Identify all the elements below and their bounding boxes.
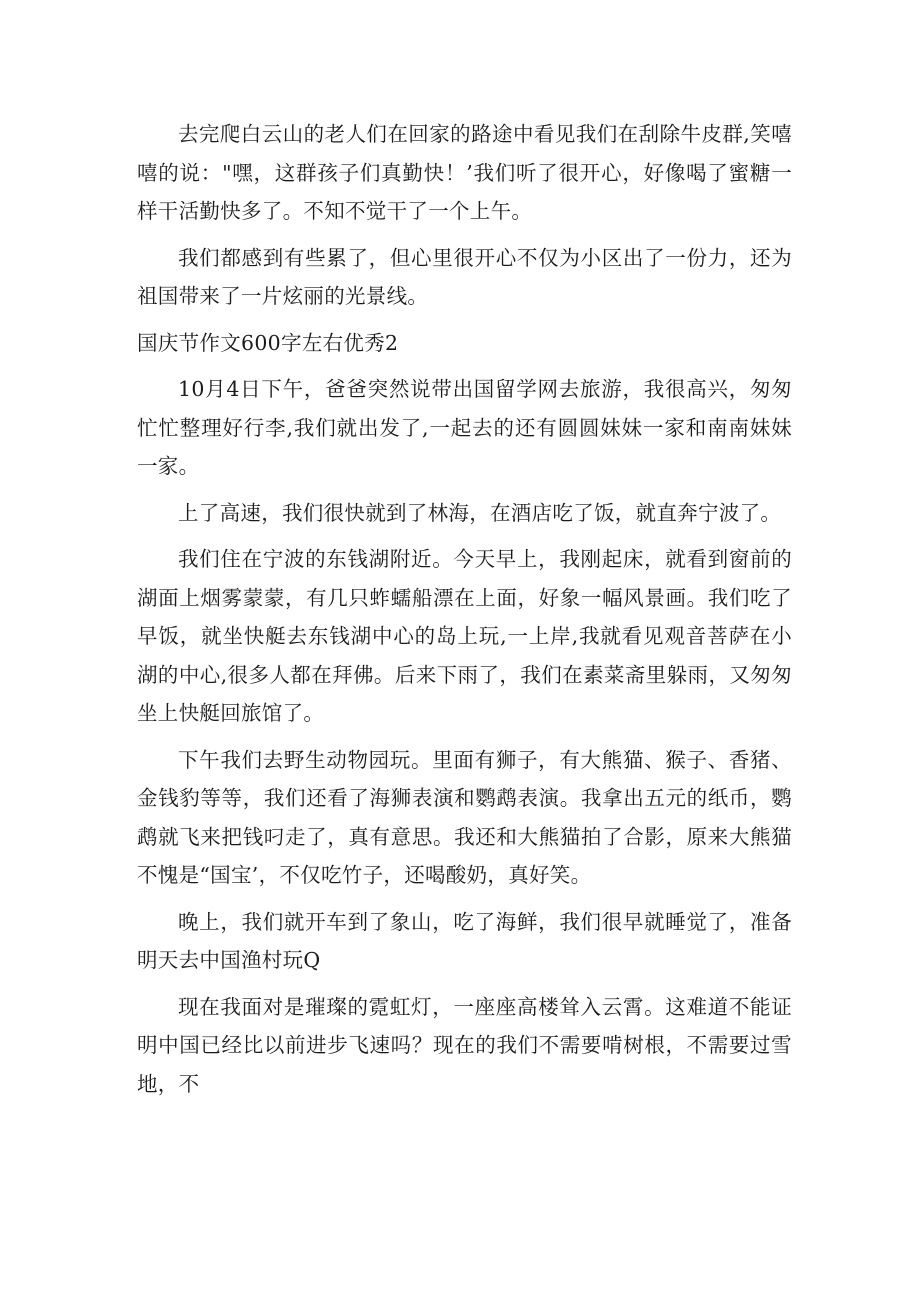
paragraph-3: 10月4日下午，爸爸突然说带出国留学网去旅游，我很高兴，匆匆忙忙整理好行李,我们就出发了,一起去的还有圆圆妹妹一家和南南妹妹一家。 — [137, 377, 792, 478]
paragraph-4: 上了高速，我们很快就到了林海，在酒店吃了饭，就直奔宁波了。 — [178, 500, 782, 525]
paragraph-7: 晚上，我们就开车到了象山，吃了海鲜，我们很早就睡觉了，准备明天去中国渔村玩Q — [137, 909, 792, 972]
paragraph-5: 我们住在宁波的东钱湖附近。今天早上，我刚起床，就看到窗前的湖面上烟雾蒙蒙，有几只蚱蠕船漂在上面，好象一幅风景画。我们吃了早饭，就坐快艇去东钱湖中心的岛上玩,一上岸,我就看见观音菩萨在小湖的中心,很多人都在拜佛。后来下雨了，我们在素菜斋里躲雨，又匆匆坐上快艇回旅馆了。 — [137, 547, 792, 725]
document-page — [137, 115, 792, 1103]
paragraph-6: 下午我们去野生动物园玩。里面有狮子，有大熊猫、猴子、香猪、金钱豹等等，我们还看了海狮表演和鹦鹉表演。我拿出五元的纸币，鹦鹉就飞来把钱叼走了，真有意思。我还和大熊猫拍了合影，原来大熊猫不愧是“国宝’，不仅吃竹子，还喝酸奶，真好笑。 — [137, 747, 792, 887]
paragraph-2: 我们都感到有些累了，但心里很开心不仅为小区出了一份力，还为祖国带来了一片炫丽的光景线。 — [137, 245, 792, 308]
section-heading: 国庆节作文600字左右优秀2 — [137, 330, 399, 355]
paragraph-1: 去完爬白云山的老人们在回家的路途中看见我们在刮除牛皮群,笑嘻嘻的说："嘿，这群孩子们真勤快！’我们听了很开心，好像喝了蜜糖一样干活勤快多了。不知不觉干了一个上午。 — [137, 122, 792, 223]
paragraph-8: 现在我面对是璀璨的霓虹灯，一座座高楼耸入云霄。这难道不能证明中国已经比以前进步飞速吗？现在的我们不需要啃树根，不需要过雪地，不 — [137, 994, 792, 1096]
